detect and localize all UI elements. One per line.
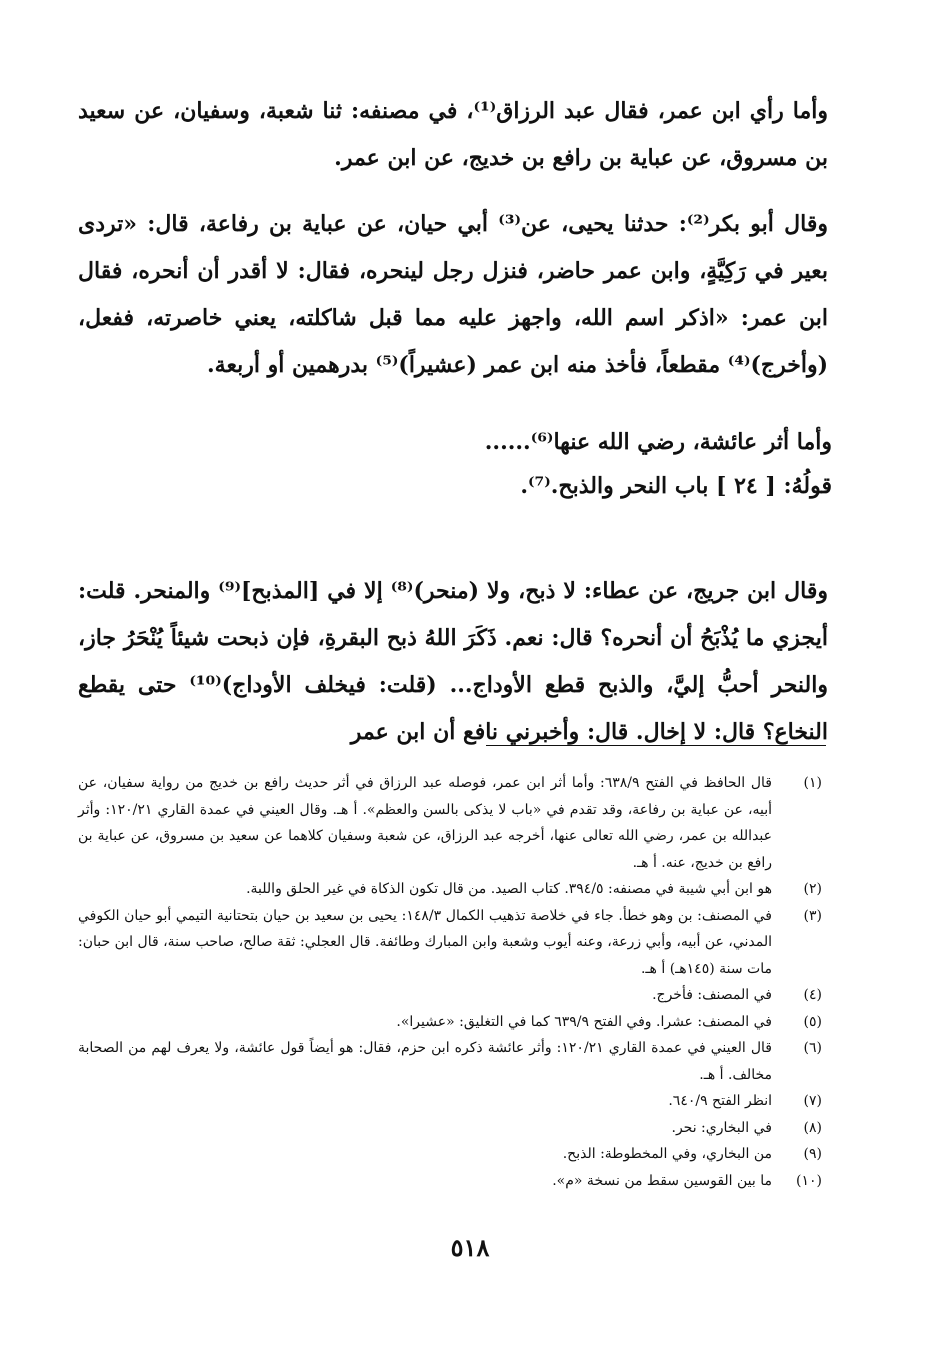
footnote-number: (٦) bbox=[803, 1040, 822, 1056]
footnote-text: انظر الفتح ٦٤٠/٩. bbox=[668, 1093, 772, 1109]
footnote-text: في المصنف: عشرا. وفي الفتح ٦٣٩/٩ كما في التغليق: «عشيرا». bbox=[396, 1013, 772, 1030]
page-number: ٥١٨ bbox=[450, 1233, 490, 1262]
paragraph-ibn-jurayj: وقال ابن جريج، عن عطاء: لا ذبح، ولا (منحر)⁽⁸⁾ إلا في [المذبح]⁽⁹⁾ والمنحر. قلت: أيجزي ما يُذْبَحُ أن أنحره؟ قال: نعم. ذَكَرَ اللهُ ذبح البقرةِ، فإن ذبحت شيئاً يُنْحَرُ جاز، والنحر أحبُّ إليَّ، والذبح قطع الأوداج... (قلت: فيخلف الأوداج)⁽¹⁰⁾ حتى يقطع النخاع؟ قال: لا إخال. قال: وأخبرني نافع أن ابن عمر bbox=[78, 578, 828, 745]
footnote-number: (٨) bbox=[803, 1119, 822, 1136]
footnote-text: هو ابن أبي شيبة في مصنفه: ٣٩٤/٥. كتاب الصيد. من قال تكون الذكاة في غير الحلق واللبة. bbox=[246, 881, 772, 897]
footnote bbox=[78, 1168, 828, 1195]
footnote bbox=[78, 982, 828, 1009]
footnotes-list bbox=[78, 770, 828, 1194]
footnote bbox=[78, 1035, 828, 1088]
footnote-number: (٣) bbox=[803, 907, 822, 924]
chapter-heading-title: [ ٢٤ ] باب النحر والذبح.⁽⁷⁾. bbox=[520, 473, 776, 499]
paragraph-aisha-athar: وأما أثر عائشة، رضي الله عنها⁽⁶⁾...... bbox=[484, 429, 832, 455]
footnote-text: في البخاري: نحر. bbox=[671, 1119, 772, 1136]
footnote bbox=[78, 903, 828, 983]
footnote-number: (٧) bbox=[803, 1093, 822, 1109]
footnote-text: ما بين القوسين سقط من نسخة «م». bbox=[552, 1172, 772, 1189]
footnote-text: قال الحافظ في الفتح ٦٣٨/٩: وأما أثر ابن عمر، فوصله عبد الرزاق في أثر حديث رافع بن خديج من رواية سفيان، عن أبيه، عن عباية بن رفاعة، وقد تقدم في «باب لا يذكى بالسن والعظم». أ هـ. وقال العيني في عمدة القاري ١٢٠/٢١: وأثر عبدالله بن عمر، رضي الله تعالى عنها، أخرجه عبد الرزاق، عن شعبة وسفيان كلاهما عن سعيد بن مسروق، عن عباية بن رافع بن خديج، عنه. أ هـ. bbox=[78, 775, 772, 871]
footnote-number: (٢) bbox=[803, 881, 822, 897]
footnote-text: من البخاري، وفي المخطوطة: الذبح. bbox=[562, 1146, 772, 1162]
paragraph-ibn-umar-opinion: وأما رأي ابن عمر، فقال عبد الرزاق⁽¹⁾، في مصنفه: ثنا شعبة، وسفيان، عن سعيد بن مسروق، عن عباية بن رافع بن خديج، عن ابن عمر. bbox=[78, 98, 828, 171]
footnote-number: (٥) bbox=[803, 1013, 822, 1030]
paragraph-abu-bakr-narration: وقال أبو بكر⁽²⁾: حدثنا يحيى، عن⁽³⁾ أبي حيان، عن عباية بن رفاعة، قال: «تردى بعير في رَكِيَّةٍ، وابن عمر حاضر، فنزل رجل لينحره، فقال: لا أقدر أن أنحره، فقال ابن عمر: «اذكر اسم الله، واجهز عليه مما قبل شاكلته، يعني خاصرته، ففعل، (وأخرج)⁽⁴⁾ مقطعاً، فأخذ منه ابن عمر (عشيراً)⁽⁵⁾ بدرهمين أو أربعة. bbox=[78, 211, 828, 378]
footnote-number: (١) bbox=[803, 775, 822, 791]
footnote-text: في المصنف: فأخرج. bbox=[652, 987, 772, 1003]
footnote bbox=[78, 1009, 828, 1036]
footnote bbox=[78, 1088, 828, 1115]
footnote-text: في المصنف: بن وهو خطأ. جاء في خلاصة تذهيب الكمال ١٤٨/٣: يحيى بن سعيد بن حيان بتحتانية التيمي أبو حيان الكوفي المدني، عن أبيه، وأبي زرعة، وعنه أيوب وشعبة وابن المبارك وطائفة. قال العجلي: ثقة صالح، صاحب سنة، قال ابن حبان: مات سنة (١٤٥هـ) أ هـ. bbox=[78, 907, 772, 977]
footnote-number: (٩) bbox=[803, 1146, 822, 1162]
footnote bbox=[78, 770, 828, 876]
footnote-number: (٤) bbox=[803, 987, 822, 1003]
footnote bbox=[78, 1141, 828, 1168]
footnote-divider bbox=[486, 745, 826, 746]
chapter-heading-label: قولُهُ: bbox=[783, 473, 832, 499]
footnote bbox=[78, 876, 828, 903]
footnote-text: قال العيني في عمدة القاري ١٢٠/٢١: وأثر عائشة ذكره ابن حزم، فقال: هو أيضاً قول عائشة، ولا يعرف لهم من الصحابة مخالف. أ هـ. bbox=[78, 1040, 772, 1083]
chapter-heading bbox=[132, 464, 832, 508]
footnote-number: (١٠) bbox=[796, 1172, 822, 1189]
footnote bbox=[78, 1115, 828, 1142]
